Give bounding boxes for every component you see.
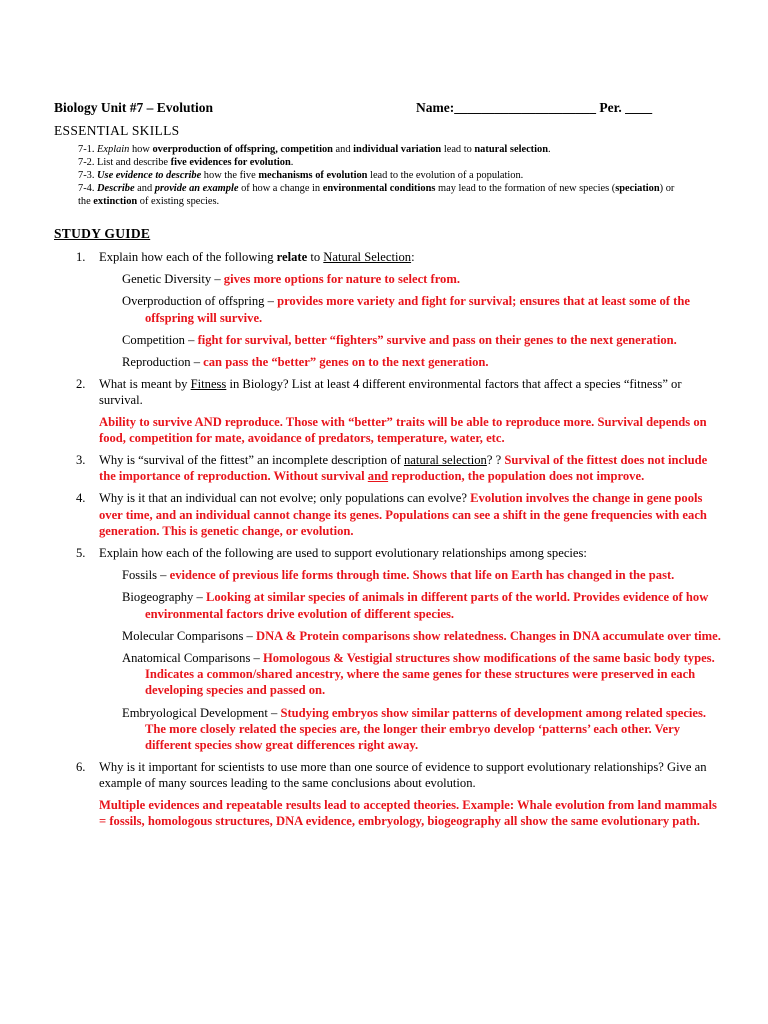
answer-text: evidence of previous life forms through time. Shows that life on Earth has changed in the past. xyxy=(169,568,675,583)
skill-text: lead to the evolution of a population. xyxy=(367,170,524,181)
skill-text: five evidences for evolution xyxy=(170,157,291,168)
skill-text: Describe xyxy=(97,183,135,194)
skill-text: how xyxy=(129,144,153,155)
answer-text: gives more options for nature to select from. xyxy=(223,272,460,287)
skill-text: . xyxy=(548,144,551,155)
essential-skills-heading: ESSENTIAL SKILLS xyxy=(54,123,180,138)
answer-text: fight for survival, better “fighters” survive and pass on their genes to the next generation. xyxy=(197,332,677,347)
study-guide-heading: STUDY GUIDE xyxy=(54,226,151,241)
question-6: 6. Why is it important for scientists to use more than one source of evidence to support evolutionary relationships? Give an example of many sources leading to the same conclusions about evolution. Multiple evidences and repeatable results lead to accepted theories. Example: Whale evolution from land mammals = fossils, homologous structures, DNA evidence, embryology, biogeography all show the same evolutionary path. xyxy=(54,759,722,829)
skill-number: 7-2. xyxy=(78,157,98,168)
question-number: 4. xyxy=(76,491,86,506)
worksheet-header xyxy=(54,100,708,116)
question-number: 2. xyxy=(76,377,86,392)
question-1: 1. Explain how each of the following relate to Natural Selection: xyxy=(76,250,415,264)
skill-text: List and describe xyxy=(97,157,171,168)
q5-sub-molecular: Molecular Comparisons – DNA & Protein comparisons show relatedness. Changes in DNA accumulate over time. xyxy=(122,628,721,643)
skill-number: 7-4. xyxy=(78,183,98,194)
skill-text: ) or the xyxy=(78,183,675,207)
study-guide xyxy=(54,249,722,835)
name-period-field: Name:_____________________ Per. ____ xyxy=(416,100,653,115)
answer-text: Multiple evidences and repeatable results lead to accepted theories. Example: Whale evolution from land mammals = fossils, homologous structures, DNA evidence, embryology, biogeography all show the same evolutionary path. xyxy=(99,797,717,828)
answer-text: Studying embryos show similar patterns of development among related species. The more closely related the species are, the longer their embryo develop ‘patterns’ each other. Very different species show great differences right away. xyxy=(145,705,707,753)
question-number: 6. xyxy=(76,760,86,775)
q1-sub-overproduction: Overproduction of offspring – provides more variety and fight for survival; ensures that at least some of the offspring will survive. xyxy=(122,294,690,325)
answer-text: Ability to survive AND reproduce. Those with “better” traits will be able to reproduce more. Survival depends on food, competition for mate, avoidance of predators, temperature, water, etc. xyxy=(99,414,707,445)
q1-sub-genetic-diversity: Genetic Diversity – gives more options for nature to select from. xyxy=(122,272,460,287)
skill-text: Explain xyxy=(97,144,130,155)
skill-number: 7-1. xyxy=(78,144,98,155)
answer-text: DNA & Protein comparisons show relatedness. Changes in DNA accumulate over time. xyxy=(255,628,721,643)
skill-text: and xyxy=(134,183,155,194)
skill-text: extinction xyxy=(93,196,138,207)
answer-text: provides more variety and fight for survival; ensures that at least some of the offspring will survive. xyxy=(145,294,690,325)
q5-sub-embryological: Embryological Development – Studying embryos show similar patterns of development among related species. The more closely related the species are, the longer their embryo develop ‘patterns’ each other. Very different species show great differences right away. xyxy=(122,705,707,753)
question-number: 5. xyxy=(76,546,86,561)
question-number: 1. xyxy=(76,250,86,264)
q1-sub-competition: Competition – fight for survival, better “fighters” survive and pass on their genes to the next generation. xyxy=(122,332,677,347)
essential-skills-list xyxy=(78,143,718,208)
question-4: 4. Why is it that an individual can not evolve; only populations can evolve? Evolution involves the change in gene pools over time, and an individual cannot change its genes. Populations can see a shift in the gene frequencies with each generation. This is genetic change, or evolution. xyxy=(76,491,707,538)
skill-text: provide an example xyxy=(154,183,239,194)
essential-skill-item xyxy=(78,182,678,208)
skill-text: may lead to the formation of new species ( xyxy=(435,183,616,194)
essential-skill-item xyxy=(78,156,718,169)
skill-text: Use evidence to describe xyxy=(97,170,202,181)
q5-sub-fossils: Fossils – evidence of previous life forms through time. Shows that life on Earth has changed in the past. xyxy=(122,568,675,583)
skill-number: 7-3. xyxy=(78,170,98,181)
essential-skill-item xyxy=(78,143,718,156)
answer-text: Looking at similar species of animals in different parts of the world. Provides evidence of how environmental factors drive evolution of different species. xyxy=(145,590,709,621)
skill-text: how the five xyxy=(201,170,259,181)
skill-text: overproduction of offspring, competition xyxy=(152,144,333,155)
question-3: 3. Why is “survival of the fittest” an incomplete description of natural selection? ? Survival of the fittest does not include the importance of reproduction. Without survival and reproduction, the population does not improve. xyxy=(76,453,708,484)
question-5: 5. Explain how each of the following are used to support evolutionary relationships among species: xyxy=(76,546,587,561)
q5-sub-anatomical: Anatomical Comparisons – Homologous & Vestigial structures show modifications of the same basic body types. Indicates a common/shared ancestry, where the same genes for these structures were preserved in each developing species and passed on. xyxy=(122,651,715,698)
answer-text: can pass the “better” genes on to the next generation. xyxy=(203,355,489,370)
question-number: 3. xyxy=(76,453,86,468)
skill-text: . xyxy=(290,157,294,168)
skill-text: of existing species. xyxy=(137,196,220,207)
answer-text: Survival of the fittest does not include the importance of reproduction. Without survival xyxy=(99,453,708,484)
skill-text: individual variation xyxy=(353,144,442,155)
skill-text: natural selection xyxy=(474,144,548,155)
skill-text: speciation xyxy=(615,183,660,194)
q1-sub-reproduction: Reproduction – can pass the “better” genes on to the next generation. xyxy=(122,355,489,370)
essential-skill-item xyxy=(78,169,718,182)
skill-text: mechanisms of evolution xyxy=(258,170,368,181)
skill-text: and xyxy=(332,144,354,155)
skill-text: of how a change in xyxy=(238,183,323,194)
skill-text: lead to xyxy=(441,144,475,155)
unit-title: Biology Unit #7 – Evolution xyxy=(54,100,214,115)
answer-text: Homologous & Vestigial structures show modifications of the same basic body types. Indicates a common/shared ancestry, where the same genes for these structures were preserved in each developing species and passed on. xyxy=(145,651,715,698)
q5-sub-biogeography: Biogeography – Looking at similar species of animals in different parts of the world. Provides evidence of how environmental factors drive evolution of different species. xyxy=(122,590,709,621)
question-2: 2. What is meant by Fitness in Biology? List at least 4 different environmental factors that affect a species “fitness” or survival. Ability to survive AND reproduce. Those with “better” traits will be able to reproduce more. Survival depends on food, competition for mate, avoidance of predators, temperature, water, etc. xyxy=(54,376,722,446)
answer-text: Evolution involves the change in gene pools over time, and an individual cannot change its genes. Populations can see a shift in the gene frequencies with each generation. This is genetic change, or evolution. xyxy=(99,491,707,538)
skill-text: environmental conditions xyxy=(322,183,436,194)
